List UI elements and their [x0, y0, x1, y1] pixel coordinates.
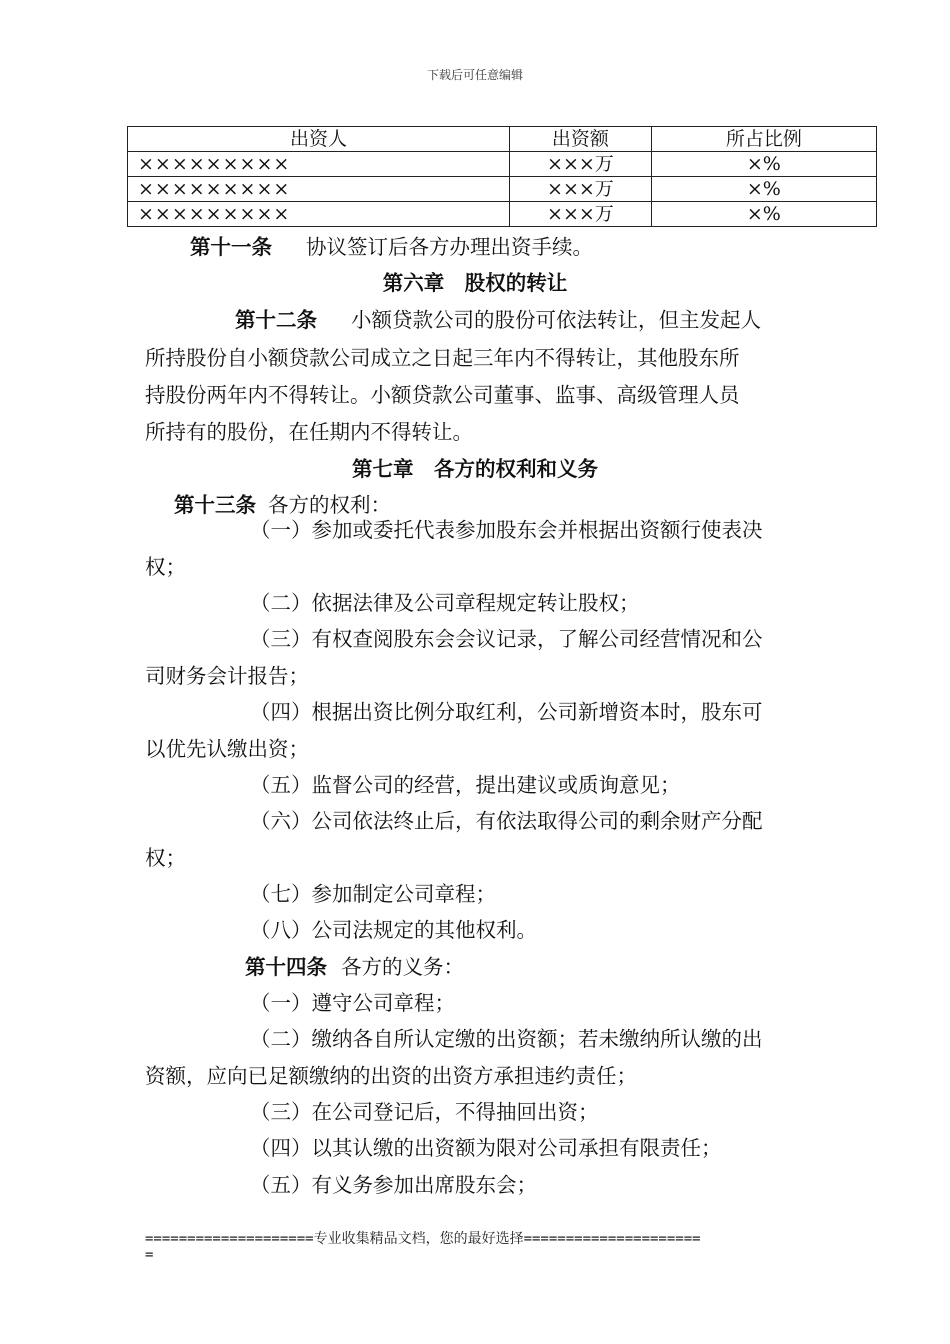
obligation-item-continued: 资额，应向已足额缴纳的出资的出资方承担违约责任；	[145, 1064, 637, 1088]
article-12-line-4: 所持有的股份，在任期内不得转让。	[145, 420, 473, 444]
ratio-cell: ×%	[651, 152, 876, 177]
right-item-continued: 权；	[145, 555, 186, 579]
chapter-7-heading: 第七章 各方的权利和义务	[352, 457, 598, 481]
article-11-label: 第十一条	[190, 235, 272, 259]
article-12-line-1	[235, 303, 761, 333]
ratio-cell: ×%	[651, 177, 876, 202]
obligation-item: （一）遵守公司章程；	[250, 991, 455, 1015]
table-row	[128, 177, 877, 202]
article-12-line-2: 所持股份自小额贷款公司成立之日起三年内不得转让，其他股东所	[145, 346, 740, 370]
right-item-continued: 权；	[145, 846, 186, 870]
footer-banner-continued: =	[145, 1247, 154, 1263]
article-14-label: 第十四条	[245, 955, 327, 979]
column-header-amount: 出资额	[510, 127, 652, 152]
footer-banner: ====================专业收集精品文档，您的最好选择=====================	[145, 1231, 701, 1247]
investor-cell: ×××××××××	[128, 177, 510, 202]
right-item: （四）根据出资比例分取红利，公司新增资本时，股东可	[250, 700, 763, 724]
ratio-cell: ×%	[651, 202, 876, 227]
article-14	[245, 950, 464, 980]
right-item-continued: 以优先认缴出资；	[145, 737, 309, 761]
header-note: 下载后可任意编辑	[426, 68, 523, 82]
article-14-text: 各方的义务：	[341, 955, 464, 979]
right-item: （一）参加或委托代表参加股东会并根据出资额行使表决	[250, 518, 763, 542]
investor-cell: ×××××××××	[128, 152, 510, 177]
table-header-row	[128, 127, 877, 152]
obligation-item: （二）缴纳各自所认定缴的出资额；若未缴纳所认缴的出	[250, 1027, 763, 1051]
column-header-ratio: 所占比例	[651, 127, 876, 152]
shareholder-table	[127, 126, 877, 227]
article-11	[190, 230, 593, 260]
right-item: （七）参加制定公司章程；	[250, 882, 496, 906]
amount-cell: ×××万	[510, 202, 652, 227]
column-header-investor: 出资人	[128, 127, 510, 152]
article-12-text-1: 小额贷款公司的股份可依法转让，但主发起人	[351, 308, 761, 332]
amount-cell: ×××万	[510, 177, 652, 202]
right-item: （二）依据法律及公司章程规定转让股权；	[250, 591, 640, 615]
amount-cell: ×××万	[510, 152, 652, 177]
article-13-text: 各方的权利：	[268, 493, 391, 517]
article-11-text: 协议签订后各方办理出资手续。	[306, 235, 593, 259]
obligation-item: （三）在公司登记后，不得抽回出资；	[250, 1100, 599, 1124]
article-12-line-3: 持股份两年内不得转让。小额贷款公司董事、监事、高级管理人员	[145, 383, 740, 407]
table-row	[128, 152, 877, 177]
right-item: （五）监督公司的经营，提出建议或质询意见；	[250, 773, 681, 797]
chapter-6-heading: 第六章 股权的转让	[382, 271, 568, 295]
right-item: （三）有权查阅股东会会议记录，了解公司经营情况和公	[250, 627, 763, 651]
obligation-item: （五）有义务参加出席股东会；	[250, 1173, 537, 1197]
article-12-label: 第十二条	[235, 308, 317, 332]
right-item: （八）公司法规定的其他权利。	[250, 918, 537, 942]
right-item: （六）公司依法终止后，有依法取得公司的剩余财产分配	[250, 809, 763, 833]
investor-cell: ×××××××××	[128, 202, 510, 227]
article-13-label: 第十三条	[174, 493, 256, 517]
right-item-continued: 司财务会计报告；	[145, 664, 309, 688]
obligation-item: （四）以其认缴的出资额为限对公司承担有限责任；	[250, 1136, 722, 1160]
table-row	[128, 202, 877, 227]
